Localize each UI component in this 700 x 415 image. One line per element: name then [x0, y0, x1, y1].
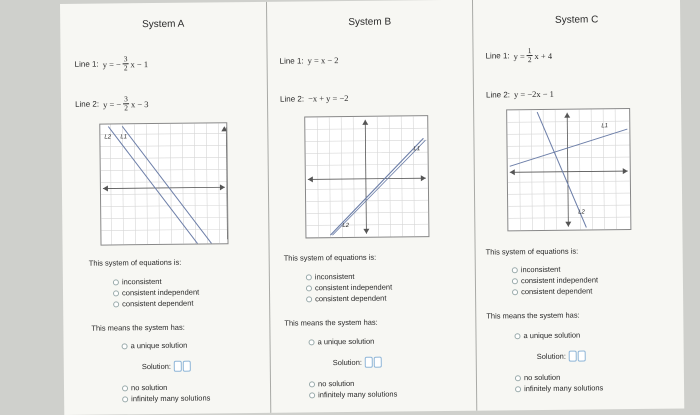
radio-button[interactable] — [515, 375, 521, 381]
line-l1 — [509, 129, 627, 166]
line-l2 — [331, 140, 426, 235]
system-a-graph: L2 L1 — [99, 122, 228, 245]
radio-button[interactable] — [113, 279, 119, 285]
system-title: System B — [348, 16, 392, 28]
option-no-solution[interactable]: no solution — [122, 383, 167, 392]
option-unique-solution[interactable]: a unique solution — [514, 331, 580, 341]
radio-button[interactable] — [309, 339, 315, 345]
solution-input[interactable] — [365, 357, 382, 368]
option-consistent-dependent[interactable]: consistent dependent — [113, 299, 193, 309]
radio-button[interactable] — [122, 343, 128, 349]
radio-button[interactable] — [113, 301, 119, 307]
solution-input[interactable] — [569, 351, 586, 362]
system-a-column — [60, 2, 270, 415]
radio-button[interactable] — [514, 333, 520, 339]
radio-button[interactable] — [512, 289, 518, 295]
option-consistent-independent[interactable]: consistent independent — [113, 288, 199, 298]
system-c-column — [472, 0, 684, 411]
option-infinitely-many[interactable]: infinitely many solutions — [515, 383, 603, 393]
option-consistent-dependent[interactable]: consistent dependent — [512, 286, 592, 296]
line-1-equation: Line 1: y = x − 2 — [279, 55, 339, 66]
line-l1 — [122, 125, 211, 244]
question-text: This system of equations is: — [283, 252, 377, 263]
means-text: This means the system has: — [284, 317, 378, 328]
option-no-solution[interactable]: no solution — [309, 379, 354, 388]
radio-button[interactable] — [113, 290, 119, 296]
means-text: This means the system has: — [91, 322, 185, 333]
question-text: This system of equations is: — [88, 257, 182, 268]
option-consistent-dependent[interactable]: consistent dependent — [306, 294, 386, 304]
system-c-graph: L1 L2 — [506, 108, 631, 231]
radio-button[interactable] — [515, 386, 521, 392]
line-l2 — [108, 126, 197, 245]
line-1-equation: Line 1: y = $\frac{1}{2}$ x + 4 — [485, 46, 553, 65]
option-inconsistent[interactable]: inconsistent — [512, 265, 561, 275]
radio-button[interactable] — [512, 267, 518, 273]
option-inconsistent[interactable]: inconsistent — [113, 277, 162, 287]
line-2-equation: Line 2: y = − $\frac{3}{2}$ x − 3 — [75, 94, 149, 113]
system-title: System C — [554, 14, 599, 26]
option-infinitely-many[interactable]: infinitely many solutions — [122, 393, 210, 403]
radio-button[interactable] — [306, 296, 312, 302]
means-text: This means the system has: — [486, 310, 580, 321]
option-no-solution[interactable]: no solution — [515, 373, 560, 382]
system-b-column — [266, 0, 476, 413]
solution-field: Solution: — [333, 357, 382, 369]
question-text: This system of equations is: — [485, 246, 579, 257]
line-1-equation: Line 1: y = − $\frac{3}{2}$ x − 1 — [74, 54, 149, 73]
line-2-equation: Line 2: y = −2x − 1 — [485, 88, 554, 100]
system-title: System A — [142, 18, 185, 31]
solution-field: Solution: — [142, 361, 191, 373]
radio-button[interactable] — [309, 392, 315, 398]
option-consistent-independent[interactable]: consistent independent — [306, 283, 392, 293]
option-unique-solution[interactable]: a unique solution — [122, 341, 188, 351]
solution-field: Solution: — [537, 351, 586, 363]
radio-button[interactable] — [122, 396, 128, 402]
radio-button[interactable] — [122, 385, 128, 391]
radio-button[interactable] — [309, 381, 315, 387]
option-infinitely-many[interactable]: infinitely many solutions — [309, 389, 397, 399]
option-unique-solution[interactable]: a unique solution — [309, 337, 375, 347]
option-inconsistent[interactable]: inconsistent — [306, 272, 355, 282]
radio-button[interactable] — [512, 278, 518, 284]
radio-button[interactable] — [306, 274, 312, 280]
worksheet — [60, 0, 684, 415]
line-2-equation: Line 2: −x + y = −2 — [279, 92, 349, 104]
solution-input[interactable] — [174, 361, 191, 372]
system-b-graph: L1 L2 — [304, 115, 429, 238]
option-consistent-independent[interactable]: consistent independent — [512, 275, 598, 285]
radio-button[interactable] — [306, 285, 312, 291]
